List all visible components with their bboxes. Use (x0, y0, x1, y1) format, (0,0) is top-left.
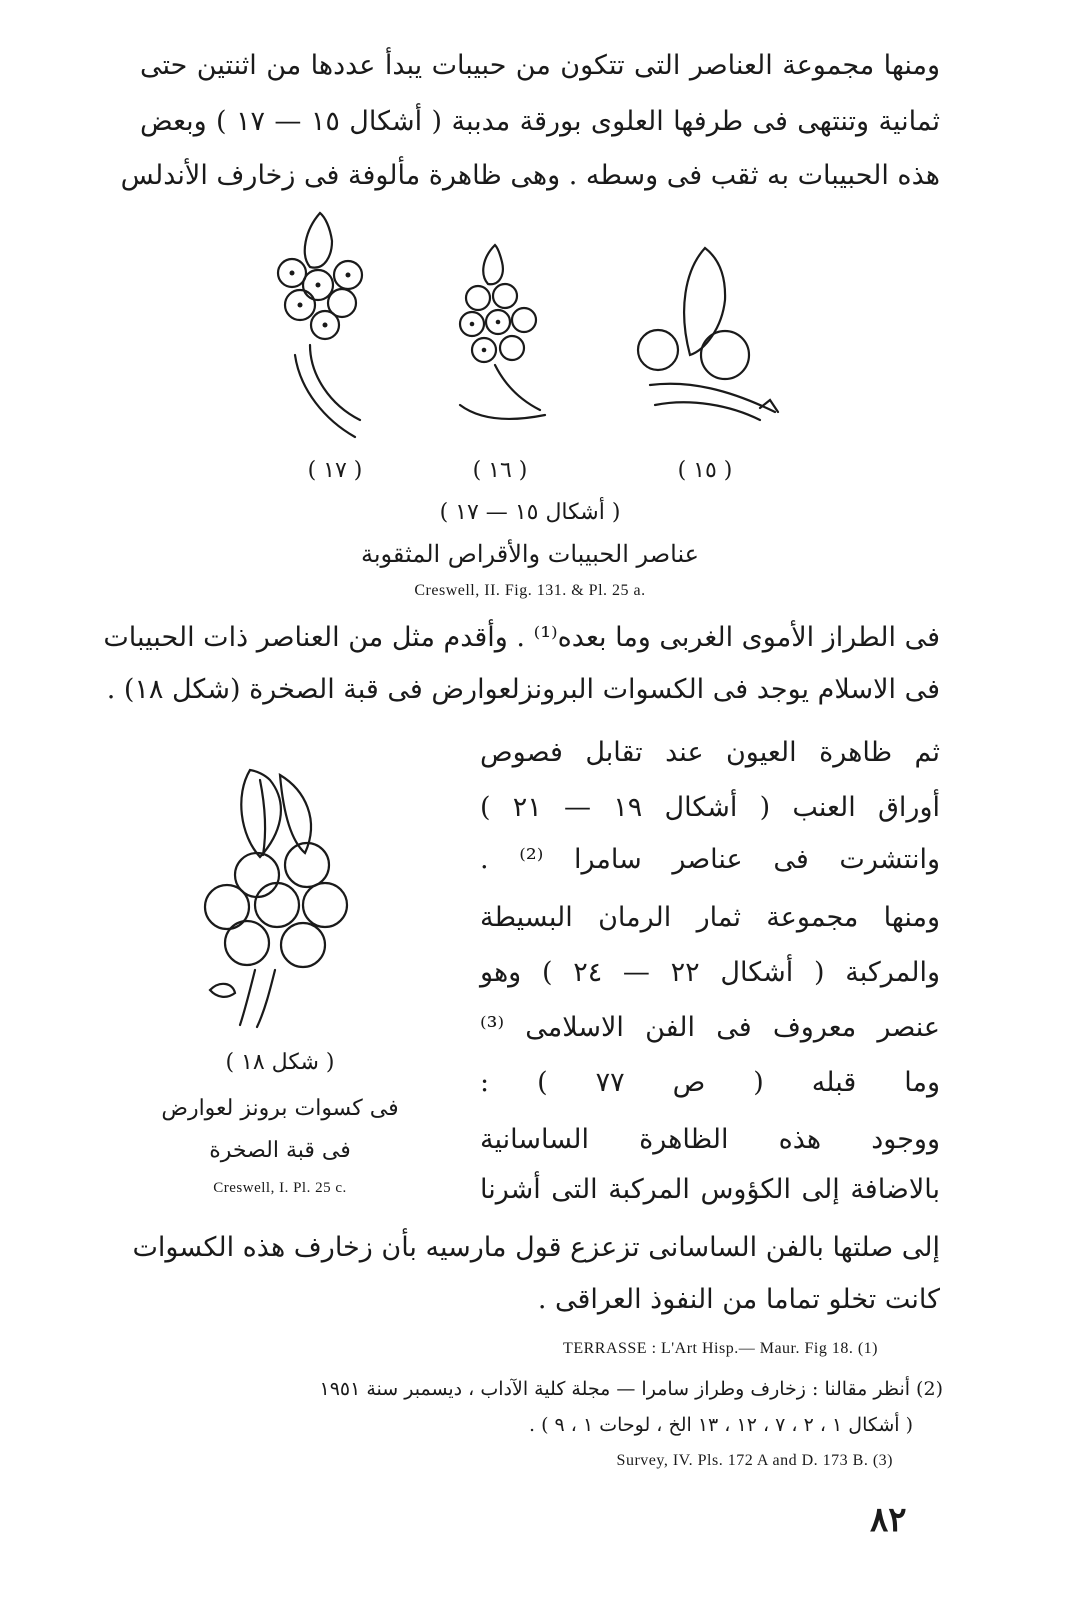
figure-18-label: ( شكل ١٨ ) (225, 1050, 335, 1075)
column-line-8: ووجود هذه الظاهرة الساسانية (480, 1124, 940, 1155)
footnote-2-line-1: (2) أنظر مقالنا : زخارف وطراز سامرا — مجلة كلية الآداب ، ديسمبر سنة ١٩٥١ (319, 1378, 943, 1400)
figure-18-drawing (195, 765, 355, 1030)
figure-17-drawing (270, 205, 390, 445)
figure-17-label: ( ١٧ ) (307, 458, 363, 483)
paragraph-3-line-2: كانت تخلو تماما من النفوذ العراقى . (537, 1284, 940, 1315)
column-line-6: عنصر معروف فى الفن الاسلامى ⁽³⁾ (480, 1012, 940, 1043)
column-line-3: وانتشرت فى عناصر سامرا ⁽²⁾ . (480, 844, 940, 875)
paragraph-2-line-1: فى الطراز الأموى الغربى وما بعده⁽¹⁾ . وأقدم مثل من العناصر ذات الحبيبات (103, 622, 940, 653)
column-line-7: وما قبله ( ص ٧٧ ) : (480, 1067, 940, 1098)
figure-18-credit: Creswell, I. Pl. 25 c. (213, 1180, 347, 1196)
paragraph-1-line-2: ثمانية وتنتهى فى طرفها العلوى بورقة مدببة ( أشكال ١٥ — ١٧ ) وبعض (140, 106, 940, 137)
column-line-4: ومنها مجموعة ثمار الرمان البسيطة (480, 902, 940, 933)
figures-15-17-group-label: ( أشكال ١٥ — ١٧ ) (439, 500, 621, 525)
footnote-2-line-2: ( أشكال ١ ، ٢ ، ٧ ، ١٢ ، ١٣ الخ ، لوحات ١ ، ٩ ) . (529, 1414, 913, 1436)
column-line-5: والمركبة ( أشكال ٢٢ — ٢٤ ) وهو (480, 957, 940, 988)
column-line-9: بالاضافة إلى الكؤوس المركبة التى أشرنا (480, 1174, 940, 1205)
figures-15-17-title: عناصر الحبيبات والأقراص المثقوبة (360, 540, 699, 568)
paragraph-2-line-2: فى الاسلام يوجد فى الكسوات البرونزلعوارض فى قبة الصخرة (شكل ١٨) . (106, 674, 940, 705)
figure-15-label: ( ١٥ ) (677, 458, 733, 483)
figure-18-caption-line-2: فى قبة الصخرة (209, 1138, 351, 1163)
column-line-1: ثم ظاهرة العيون عند تقابل فصوص (480, 737, 940, 768)
figure-15-drawing (630, 240, 790, 430)
figure-18-caption-line-1: فى كسوات برونز لعوارض (161, 1096, 399, 1121)
paragraph-3-line-1: إلى صلتها بالفن الساسانى تزعزع قول مارسيه بأن زخارف هذه الكسوات (132, 1232, 940, 1263)
figure-16-label: ( ١٦ ) (472, 458, 528, 483)
page-number: ٨٢ (870, 1500, 907, 1540)
column-line-2: أوراق العنب ( أشكال ١٩ — ٢١ ) (480, 792, 940, 823)
paragraph-1-line-3: هذه الحبيبات به ثقب فى وسطه . وهى ظاهرة مألوفة فى زخارف الأندلس (120, 160, 940, 191)
footnote-1: TERRASSE : L'Art Hisp.— Maur. Fig 18. (1) (563, 1340, 878, 1357)
paragraph-1-line-1: ومنها مجموعة العناصر التى تتكون من حبيبات يبدأ عددها من اثنتين حتى (140, 50, 940, 81)
figures-15-17-credit: Creswell, II. Fig. 131. & Pl. 25 a. (414, 582, 646, 599)
figure-16-drawing (450, 240, 560, 440)
footnote-3: Survey, IV. Pls. 172 A and D. 173 B. (3) (616, 1452, 893, 1469)
